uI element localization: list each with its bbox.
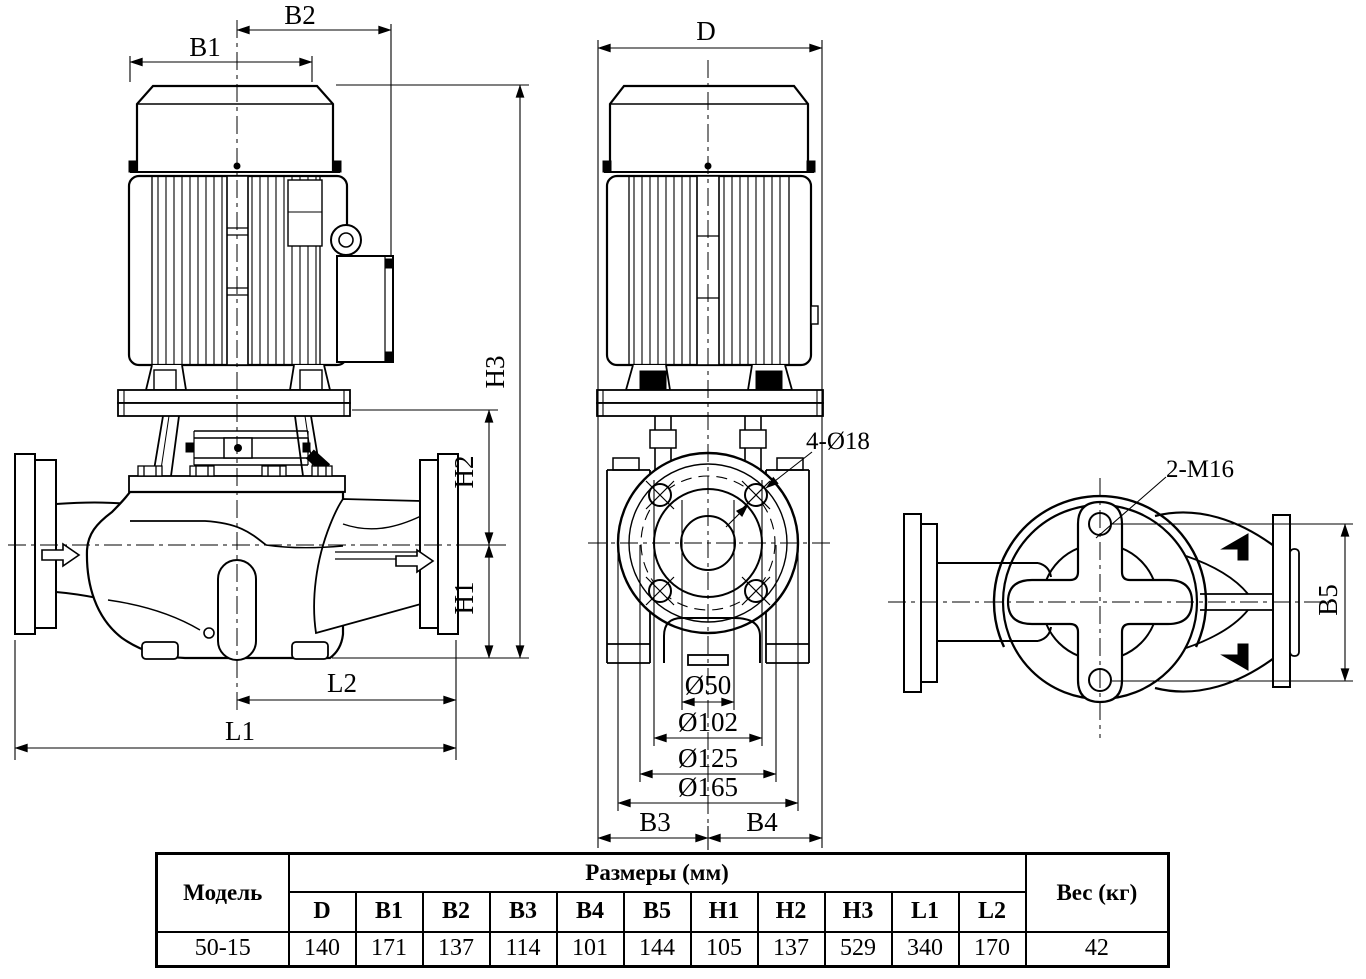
col-b3: B3	[490, 892, 557, 932]
lifting-eye	[331, 225, 361, 255]
cell-b5: 144	[624, 932, 691, 967]
dim-label-dia125: Ø125	[678, 743, 738, 773]
model-header: Модель	[157, 854, 289, 932]
side-motor	[118, 86, 393, 416]
front-motor	[597, 86, 823, 416]
data-row	[157, 932, 1169, 967]
col-l2: L2	[959, 892, 1026, 932]
dim-label-b2: B2	[284, 0, 316, 30]
col-h2: H2	[758, 892, 825, 932]
label-flange-holes: 4-Ø18	[806, 428, 870, 455]
top-view	[888, 478, 1332, 738]
suction-flange	[15, 454, 35, 634]
dim-label-b5: B5	[1313, 584, 1343, 616]
cell-h3: 529	[825, 932, 892, 967]
dim-label-h2: H2	[449, 455, 479, 489]
cell-model: 50-15	[157, 932, 289, 967]
cell-b1: 171	[356, 932, 423, 967]
cell-b3: 114	[490, 932, 557, 967]
dim-label-b4: B4	[746, 807, 778, 837]
dim-label-b3: B3	[639, 807, 671, 837]
spec-table	[155, 852, 1170, 968]
dim-label-dia165: Ø165	[678, 772, 738, 802]
col-h3: H3	[825, 892, 892, 932]
cell-h1: 105	[691, 932, 758, 967]
dim-label-dia102: Ø102	[678, 707, 738, 737]
cell-weight: 42	[1026, 932, 1169, 967]
col-h1: H1	[691, 892, 758, 932]
dim-label-dia50: Ø50	[684, 670, 732, 700]
side-view	[8, 20, 472, 714]
cell-b4: 101	[557, 932, 624, 967]
dim-columns-row	[157, 892, 1169, 932]
dim-label-b1: B1	[189, 32, 221, 62]
dim-label-h1: H1	[449, 581, 479, 615]
col-b4: B4	[557, 892, 624, 932]
cell-l1: 340	[892, 932, 959, 967]
col-b1: B1	[356, 892, 423, 932]
label-tapped-holes: 2-M16	[1165, 456, 1235, 483]
col-b5: B5	[624, 892, 691, 932]
dim-label-l2: L2	[327, 668, 357, 698]
col-l1: L1	[892, 892, 959, 932]
dim-label-l1: L1	[225, 716, 255, 746]
dim-label-d: D	[696, 16, 716, 46]
cell-l2: 170	[959, 932, 1026, 967]
cell-h2: 137	[758, 932, 825, 967]
cell-d: 140	[289, 932, 356, 967]
cell-b2: 137	[423, 932, 490, 967]
col-b2: B2	[423, 892, 490, 932]
weight-header: Вес (кг)	[1026, 854, 1169, 932]
dim-label-h3: H3	[480, 355, 510, 389]
col-d: D	[289, 892, 356, 932]
volute-body	[87, 492, 343, 658]
dims-header: Размеры (мм)	[289, 854, 1026, 892]
